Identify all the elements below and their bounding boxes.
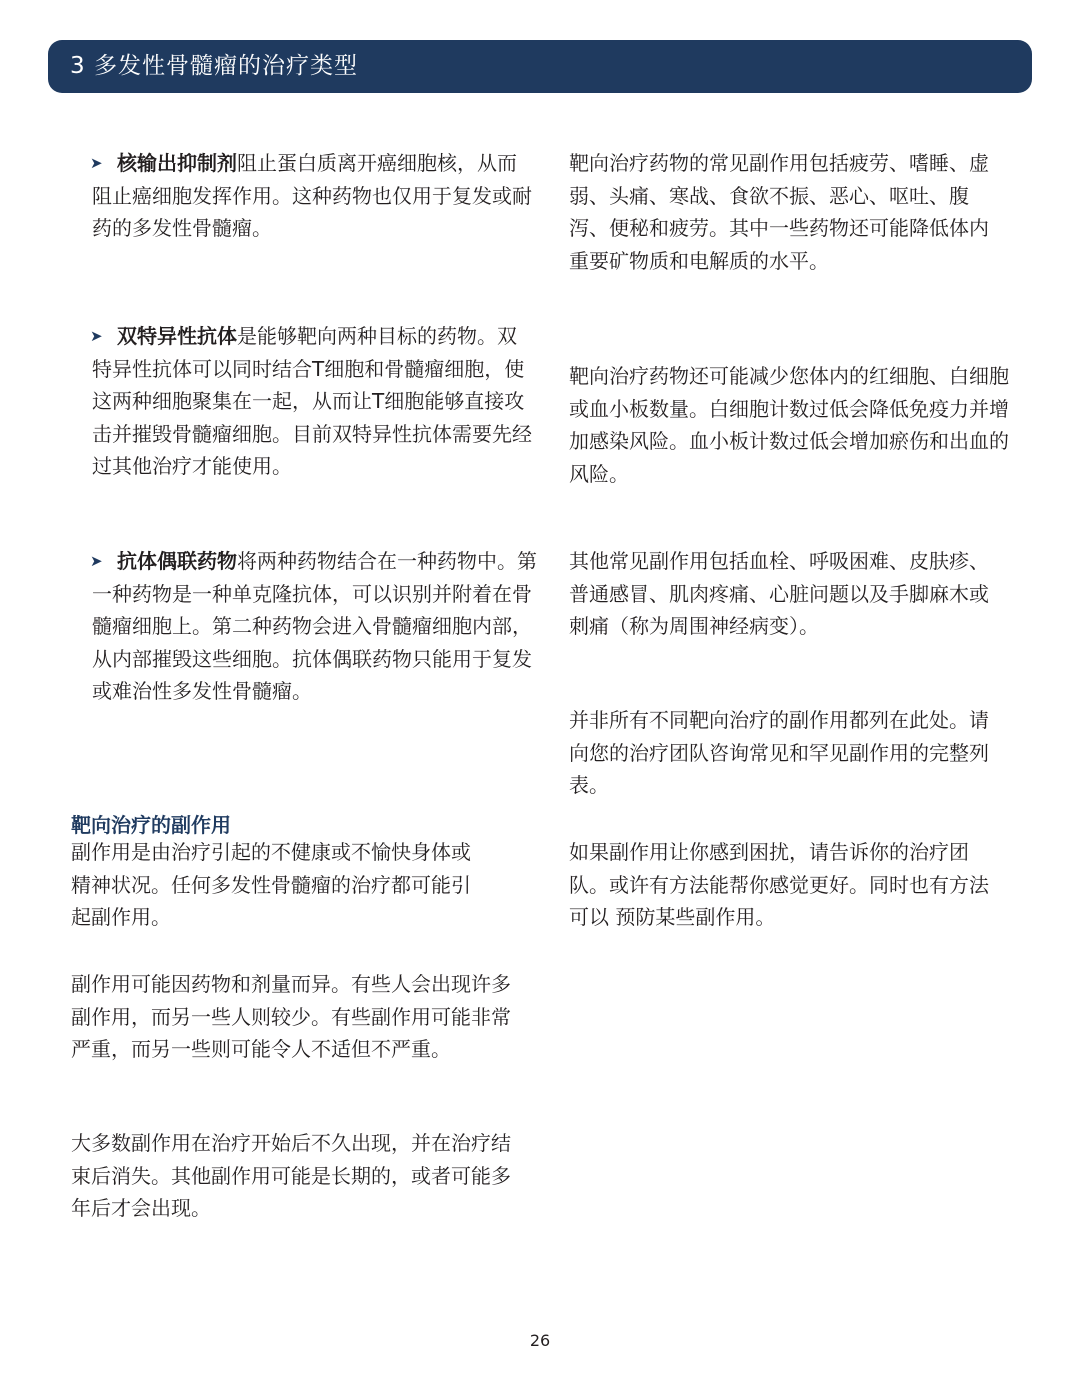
section-header-bar (48, 40, 1032, 93)
bullet-item (92, 147, 532, 245)
paragraph: 靶向治疗药物的常见副作用包括疲劳、嗜睡、虚弱、头痛、寒战、食欲不振、恶心、呕吐、腹泻、便秘和疲劳。其中一些药物还可能降低体内重要矿物质和电解质的水平。 (569, 151, 989, 273)
bullet-item (92, 320, 532, 483)
section-title: 3 多发性骨髓瘤的治疗类型 (70, 53, 358, 79)
bullet-term: 核输出抑制剂 (117, 151, 237, 175)
chevron-right-icon: ➤ (90, 327, 103, 345)
page-number: 26 (529, 1331, 551, 1350)
paragraph: 如果副作用让你感到困扰，请告诉你的治疗团队。或许有方法能帮你感觉更好。同时也有方法可以 预防某些副作用。 (569, 840, 989, 929)
bullet-item (92, 545, 540, 708)
bullet-term: 双特异性抗体 (117, 324, 237, 348)
chevron-right-icon: ➤ (90, 154, 103, 172)
bullet-text: 阻止蛋白质离开癌细胞核，从而阻止癌细胞发挥作用。这种药物也仅用于复发或耐药的多发性骨髓瘤。 (92, 151, 532, 240)
paragraph: 其他常见副作用包括血栓、呼吸困难、皮肤疹、普通感冒、肌肉疼痛、心脏问题以及手脚麻木或刺痛（称为周围神经病变）。 (569, 549, 989, 638)
paragraph: 靶向治疗药物还可能减少您体内的红细胞、白细胞或血小板数量。白细胞计数过低会降低免疫力并增加感染风险。血小板计数过低会增加瘀伤和出血的风险。 (569, 364, 1009, 486)
paragraph: 大多数副作用在治疗开始后不久出现，并在治疗结束后消失。其他副作用可能是长期的，或者可能多年后才会出现。 (71, 1131, 511, 1220)
paragraph: 并非所有不同靶向治疗的副作用都列在此处。请向您的治疗团队咨询常见和罕见副作用的完整列表。 (569, 708, 989, 797)
paragraph: 副作用可能因药物和剂量而异。有些人会出现许多副作用，而另一些人则较少。有些副作用可能非常严重，而另一些则可能令人不适但不严重。 (71, 972, 511, 1061)
bullet-text: 将两种药物结合在一种药物中。第一种药物是一种单克隆抗体，可以识别并附着在骨髓瘤细胞上。第二种药物会进入骨髓瘤细胞内部，从内部摧毁这些细胞。抗体偶联药物只能用于复发或难治性多发性骨髓瘤。 (92, 549, 537, 703)
bullet-text: 是能够靶向两种目标的药物。双特异性抗体可以同时结合T细胞和骨髓瘤细胞，使这两种细胞聚集在一起，从而让T细胞能够直接攻击并摧毁骨髓瘤细胞。目前双特异性抗体需要先经过其他治疗才能使用。 (92, 324, 532, 478)
bullet-term: 抗体偶联药物 (117, 549, 237, 573)
paragraph: 副作用是由治疗引起的不健康或不愉快身体或精神状况。任何多发性骨髓瘤的治疗都可能引起副作用。 (71, 840, 471, 929)
chevron-right-icon: ➤ (90, 552, 103, 570)
section-heading: 靶向治疗的副作用 (71, 813, 231, 837)
